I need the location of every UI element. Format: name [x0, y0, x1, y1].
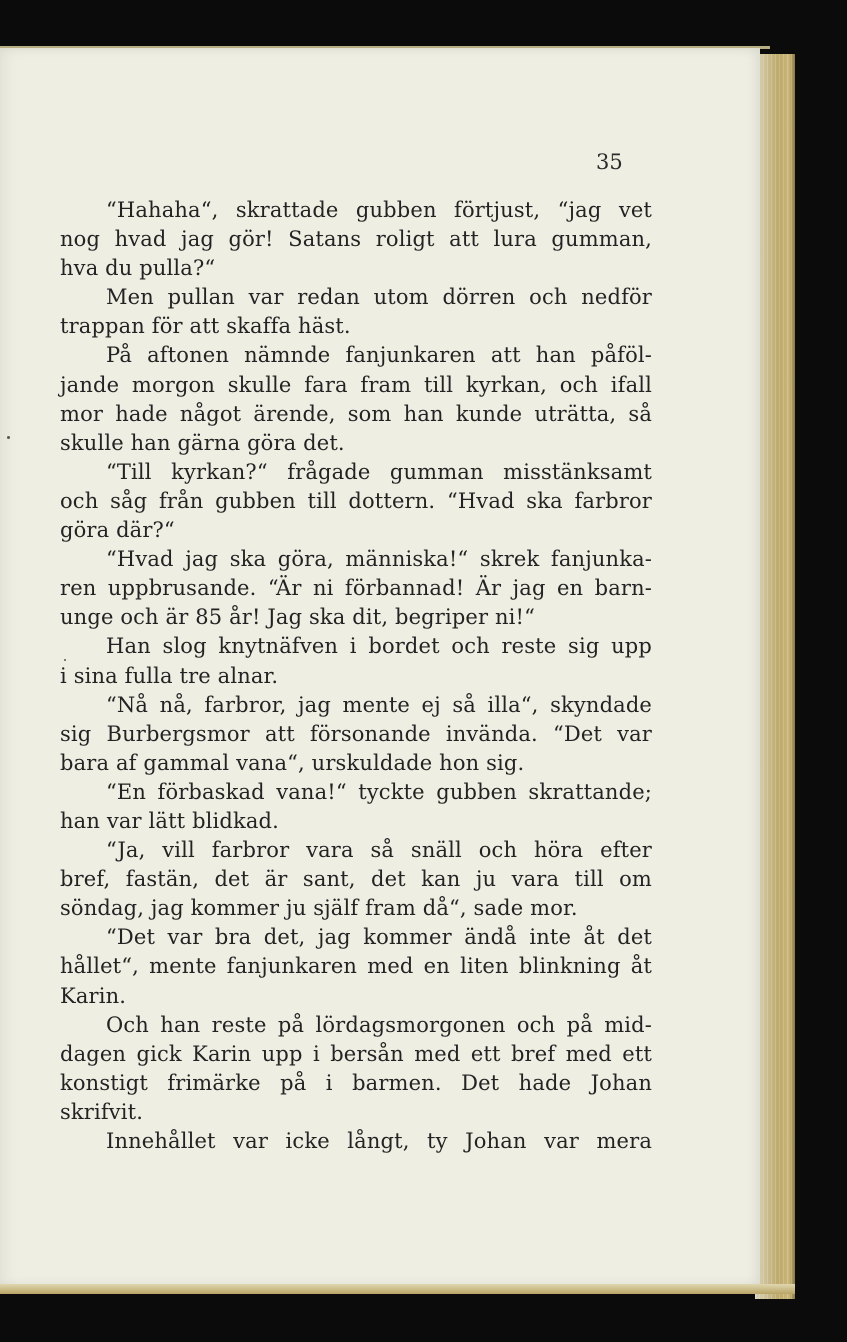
- book-spread: [0, 44, 800, 1294]
- text-line: Karin.: [60, 983, 127, 1008]
- text-line: “En förbaskad vana!“ tyckte gubben skrattande;: [106, 779, 652, 804]
- text-line: och såg från gubben till dottern. “Hvad ska farbror: [60, 488, 652, 513]
- text-line: skulle han gärna göra det.: [60, 430, 345, 455]
- text-line: trappan för att skaffa häst.: [60, 314, 351, 339]
- text-line: “Hahaha“, skrattade gubben förtjust, “jag vet: [106, 198, 652, 222]
- text-line: hva du pulla?“: [60, 256, 216, 281]
- text-line: söndag, jag kommer ju själf fram då“, sade mor.: [60, 896, 578, 921]
- text-line: På aftonen nämnde fanjunkaren att han påföl-: [106, 343, 652, 368]
- paper-speck: [7, 436, 10, 439]
- text-line: skrifvit.: [60, 1099, 144, 1124]
- text-line: mor hade något ärende, som han kunde uträtta, så: [60, 401, 652, 426]
- text-line: dagen gick Karin upp i bersån med ett bref med ett: [60, 1041, 652, 1066]
- text-line: bref, fastän, det är sant, det kan ju vara till om: [60, 867, 652, 892]
- text-line: “Ja, vill farbror vara så snäll och höra efter: [106, 838, 652, 863]
- text-line: ren uppbrusande. “Är ni förbannad! Är jag en barn-: [60, 576, 652, 601]
- text-line: i sina fulla tre alnar.: [60, 663, 279, 688]
- text-line: Innehållet var icke långt, ty Johan var mera: [106, 1129, 652, 1153]
- page-number: 35: [596, 150, 623, 174]
- text-line: “Hvad jag ska göra, människa!“ skrek fanjunka-: [106, 547, 652, 572]
- text-line: sig Burbergsmor att försonande invända. “Det var: [60, 721, 652, 746]
- body-text: [60, 196, 652, 1156]
- text-line: hållet“, mente fanjunkaren med en liten blinkning åt: [60, 954, 652, 979]
- paper-speck: [64, 659, 66, 661]
- text-line: Men pullan var redan utom dörren och nedför: [106, 285, 652, 310]
- text-line: jande morgon skulle fara fram till kyrkan, och ifall: [60, 372, 652, 397]
- book-page: [0, 48, 760, 1286]
- text-line: “Det var bra det, jag kommer ändå inte åt det: [106, 925, 652, 950]
- text-line: “Nå nå, farbror, jag mente ej så illa“, skyndade: [106, 692, 652, 717]
- page-edge-texture: [755, 54, 795, 1299]
- text-line: Och han reste på lördagsmorgonen och på mid-: [106, 1012, 652, 1037]
- text-line: Han slog knytnäfven i bordet och reste sig upp: [106, 634, 652, 659]
- text-line: “Till kyrkan?“ frågade gumman misstänksamt: [106, 459, 652, 484]
- text-line: han var lätt blidkad.: [60, 808, 279, 833]
- text-line: bara af gammal vana“, urskuldade hon sig.: [60, 750, 525, 775]
- text-line: nog hvad jag gör! Satans roligt att lura gumman,: [60, 227, 652, 252]
- text-line: unge och är 85 år! Jag ska dit, begriper ni!“: [60, 605, 536, 630]
- text-line: konstigt frimärke på i barmen. Det hade Johan: [60, 1070, 652, 1095]
- text-line: göra där?“: [60, 518, 175, 543]
- page-bottom-edge: [0, 1284, 795, 1294]
